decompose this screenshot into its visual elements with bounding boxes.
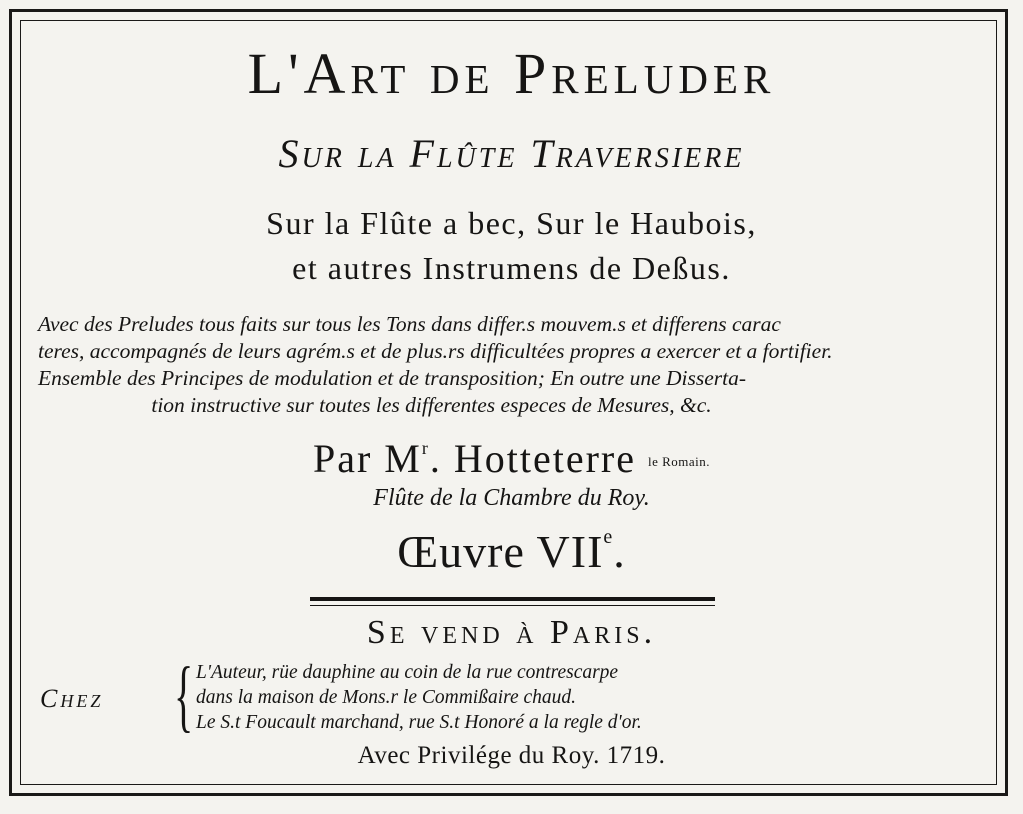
address-line-3: Le S.t Foucault marchand, rue S.t Honoré a la regle d'or.: [196, 712, 642, 733]
description-line-3: Ensemble des Principes de modulation et de transposition; En outre une Disserta-: [38, 366, 747, 390]
opus-superscript: e: [603, 526, 614, 548]
address-line-1: L'Auteur, rüe dauphine au coin de la rue contrescarpe: [196, 662, 619, 683]
instruments-line-1: Sur la Flûte a bec, Sur le Haubois,: [266, 205, 757, 241]
author-line: [0, 435, 1023, 482]
author-prefix: Par M: [312, 436, 422, 481]
divider-thin: [310, 605, 715, 606]
opus-number: [0, 525, 1023, 578]
opus-end: .: [613, 526, 626, 577]
opus-text: Œuvre VII: [397, 526, 604, 577]
description-line-1: Avec des Preludes tous faits sur tous les Tons dans differ.s mouvem.s et differens carac: [38, 312, 781, 336]
page-title: L'Art de Preluder: [247, 41, 776, 106]
description-line-4: tion instructive sur toutes les differentes especes de Mesures, &c.: [151, 393, 712, 417]
address-line-2: dans la maison de Mons.r le Commißaire chaud.: [196, 687, 577, 708]
curly-brace-icon: {: [174, 652, 194, 740]
sale-heading: Se vend à Paris.: [366, 614, 657, 651]
subtitle: Sur la Flûte Traversiere: [278, 131, 745, 176]
chez-label: Chez: [40, 684, 104, 713]
description-line-2: teres, accompagnés de leurs agrém.s et de plus.rs difficultées propres a exercer et a fortifier.: [38, 339, 833, 363]
instruments-line-2: et autres Instrumens de Deßus.: [292, 250, 731, 286]
author-epithet: le Romain.: [647, 454, 711, 469]
author-position: Flûte de la Chambre du Roy.: [373, 485, 650, 511]
divider-thick: [310, 597, 715, 601]
privilege-line: Avec Privilége du Roy. 1719.: [357, 742, 666, 769]
author-prefix-superscript: r: [421, 438, 430, 458]
author-name: . Hotteterre: [429, 436, 636, 481]
